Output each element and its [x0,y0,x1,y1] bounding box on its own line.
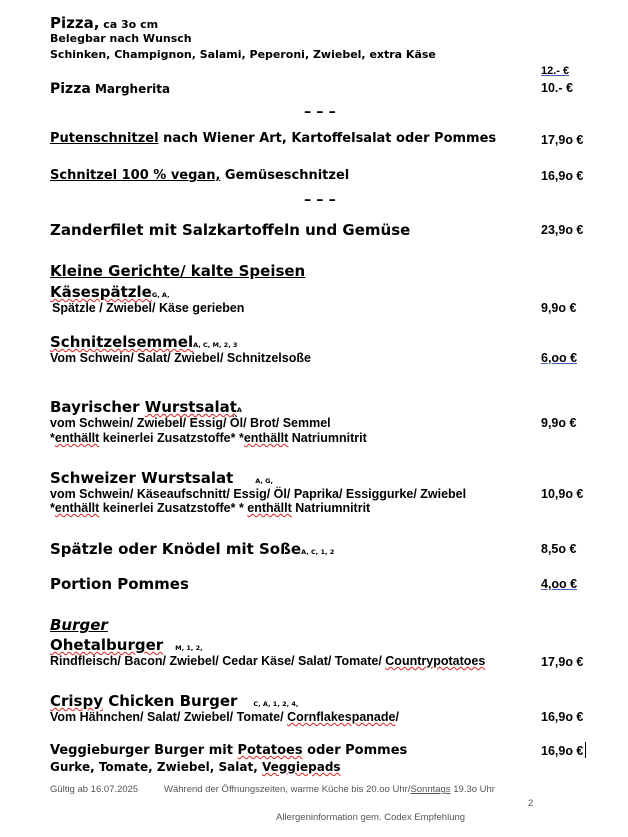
schnitzelsemmel-allergens: A, C, M, 2, 3 [193,341,238,349]
schnitzelsemmel-price: 6,oo € [541,351,578,365]
schweizer-wurstsalat-note: *enthällt keinerlei Zusatzstoffe* * enthällt Natriumnitrit [50,501,371,515]
section-heading-kleine-gerichte: Kleine Gerichte/ kalte Speisen [50,262,306,280]
vegan-schnitzel-name: Schnitzel 100 % vegan, Gemüseschnitzel [50,168,350,183]
crispy-chicken-burger-price: 16,9o € [541,710,584,724]
pizza-title: Pizza, ca 3o cm [50,14,159,32]
kaesespaetzle-allergens: G, A, [151,291,170,299]
bayrischer-wurstsalat-price: 9,9o € [541,416,577,430]
portion-pommes-name: Portion Pommes [50,575,189,593]
pizza-subtitle: Belegbar nach Wunsch [50,32,192,45]
footer-page-number: 2 [528,798,534,809]
portion-pommes-price: 4,oo € [541,577,578,591]
spaetzle-knoedel-name: Spätzle oder Knödel mit SoßeA, C, 1, 2 [50,540,335,558]
ohetalburger-desc: Rindfleisch/ Bacon/ Zwiebel/ Cedar Käse/ Salat/ Tomate/ Countrypotatoes [50,654,486,668]
crispy-chicken-burger-name: Crispy Chicken Burger C, A, 1, 2, 4, [50,692,299,710]
bayrischer-wurstsalat-desc: vom Schwein/ Zwiebel/ Essig/ Öl/ Brot/ Semmel [50,416,331,430]
ohetalburger-allergens: M, 1, 2, [175,644,203,652]
separator-2: – – – [304,192,336,208]
crispy-chicken-burger-allergens: C, A, 1, 2, 4, [253,700,299,708]
margherita-name: Pizza Margherita [50,81,171,97]
bayrischer-wurstsalat-note: *enthällt keinerlei Zusatzstoffe* *enthällt Natriumnitrit [50,431,367,445]
schnitzelsemmel-name: SchnitzelsemmelA, C, M, 2, 3 [50,333,238,351]
veggieburger-name: Veggieburger Burger mit Potatoes oder Pommes [50,743,408,758]
text-cursor [585,742,586,758]
ohetalburger-name: Ohetalburger M, 1, 2, [50,636,203,654]
pizza-toppings: Schinken, Champignon, Salami, Peperoni, Zwiebel, extra Käse [50,48,436,61]
spaetzle-knoedel-price: 8,5o € [541,542,577,556]
veggieburger-price: 16,9o € [541,744,584,758]
separator-1: – – – [304,104,336,120]
crispy-chicken-burger-desc: Vom Hähnchen/ Salat/ Zwiebel/ Tomate/ Cornflakespanade/ [50,710,399,724]
kaesespaetzle-name: KäsespätzleG, A, [50,283,170,301]
pizza-size: ca 3o cm [99,18,159,31]
vegan-schnitzel-price: 16,9o € [541,169,584,183]
zanderfilet-price: 23,9o € [541,223,584,237]
schweizer-wurstsalat-price: 10,9o € [541,487,584,501]
putenschnitzel-price: 17,9o € [541,133,584,147]
footer-valid-date: Gültig ab 16.07.2025 [50,784,139,795]
margherita-price: 10.- € [541,81,573,95]
footer-allergen-info: Allergeninformation gem. Codex Empfehlung [276,812,466,823]
veggieburger-desc: Gurke, Tomate, Zwiebel, Salat, Veggiepads [50,760,341,774]
schweizer-wurstsalat-name: Schweizer Wurstsalat A, G, [50,469,273,487]
schnitzelsemmel-desc: Vom Schwein/ Salat/ Zwiebel/ Schnitzelsoße [50,351,311,365]
kaesespaetzle-desc: Spätzle / Zwiebel/ Käse gerieben [52,301,245,315]
kaesespaetzle-price: 9,9o € [541,301,577,315]
section-heading-burger: Burger [50,616,108,634]
footer-hours: Während der Öffnungszeiten, warme Küche bis 20.oo Uhr/Sonntags 19.3o Uhr [164,784,495,795]
schweizer-wurstsalat-desc: vom Schwein/ Käseaufschnitt/ Essig/ Öl/ Paprika/ Essiggurke/ Zwiebel [50,487,467,501]
spaetzle-knoedel-allergens: A, C, 1, 2 [301,548,335,556]
zanderfilet-name: Zanderfilet mit Salzkartoffeln und Gemüse [50,221,411,239]
bayrischer-wurstsalat-name: Bayrischer WurstsalatA [50,398,242,416]
bayrischer-wurstsalat-allergens: A [236,406,242,414]
pizza-topping-price: 12.- € [541,65,570,77]
schweizer-wurstsalat-allergens: A, G, [255,477,273,485]
ohetalburger-price: 17,9o € [541,655,584,669]
putenschnitzel-name: Putenschnitzel nach Wiener Art, Kartoffelsalat oder Pommes [50,131,497,146]
